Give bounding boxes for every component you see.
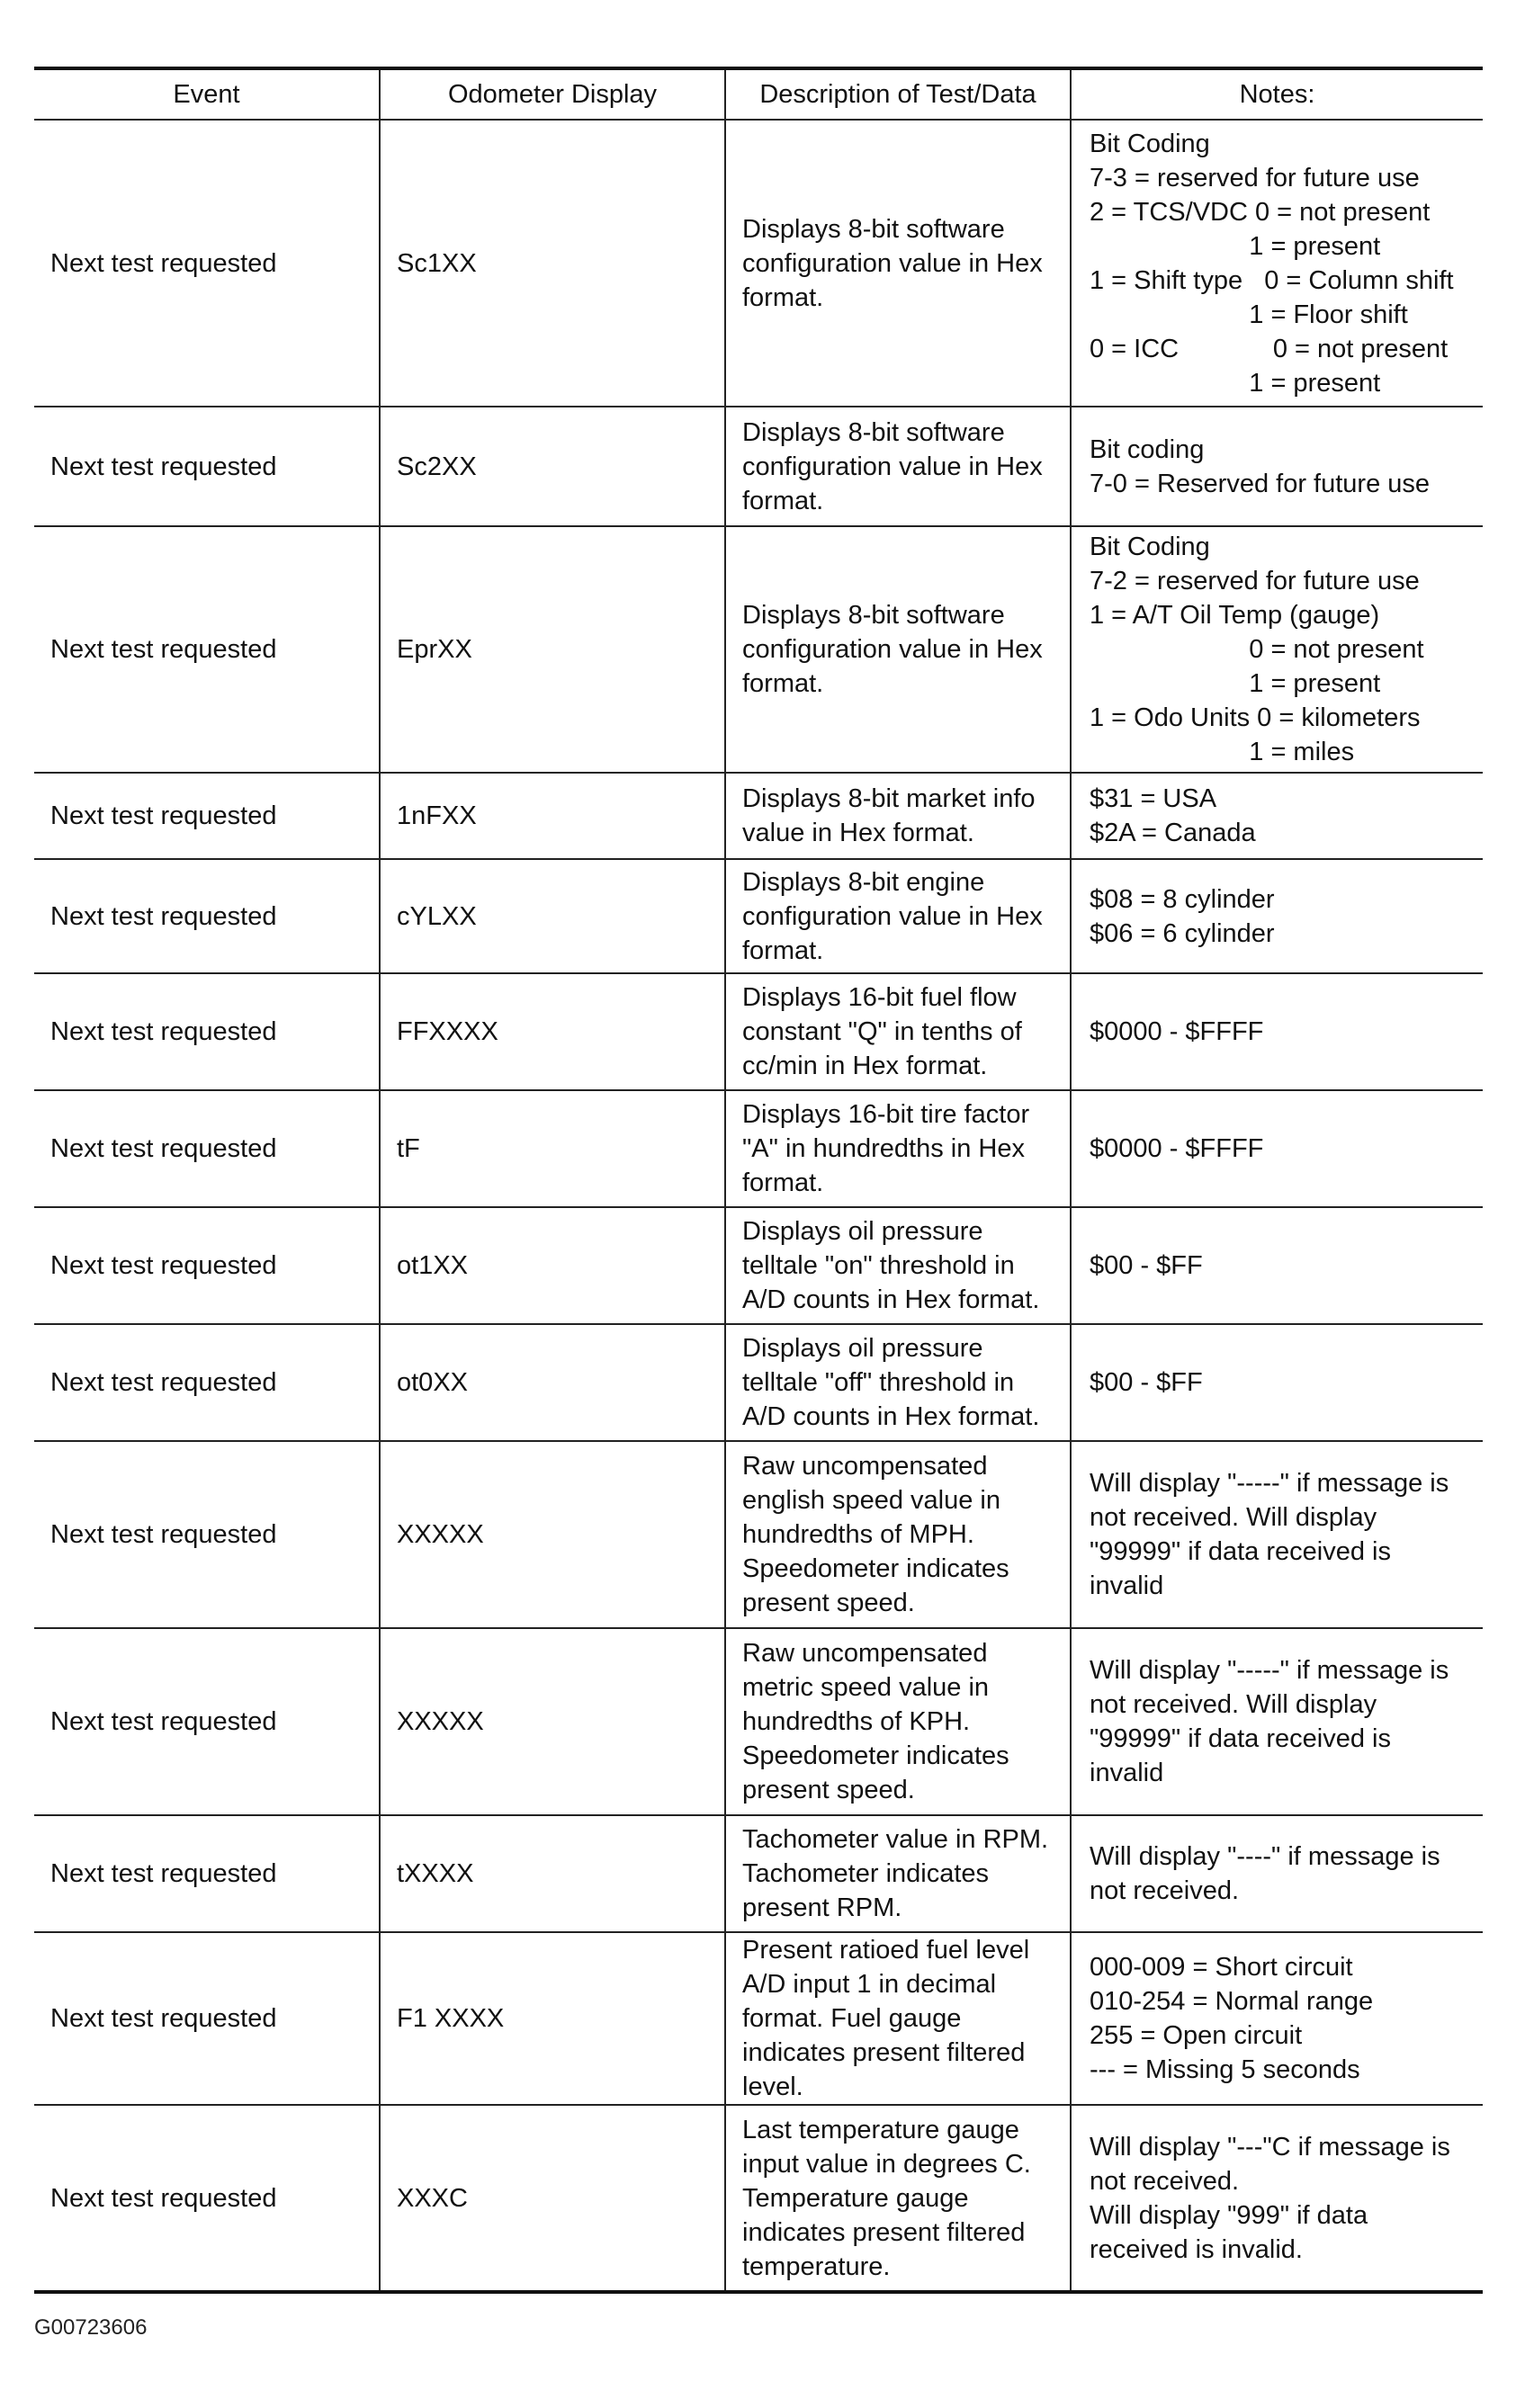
note-line: 1 = present	[1090, 231, 1381, 261]
cell-description: Displays 16-bit fuel flow constant "Q" in tenths of cc/min in Hex format.	[725, 973, 1071, 1090]
cell-description: Displays 8-bit engine configuration value in Hex format.	[725, 859, 1071, 973]
cell-odometer-display: F1 XXXX	[380, 1932, 725, 2105]
cell-odometer-display: XXXXX	[380, 1441, 725, 1628]
cell-notes	[1071, 407, 1483, 526]
header-event: Event	[34, 68, 380, 120]
note-line: $2A = Canada	[1090, 819, 1256, 847]
note-line: 1 = A/T Oil Temp (gauge)	[1090, 601, 1380, 630]
cell-notes	[1071, 1815, 1483, 1932]
cell-notes	[1071, 1090, 1483, 1207]
table-row	[34, 1628, 1483, 1815]
note-line: 1 = Shift type 0 = Column shift	[1090, 265, 1454, 295]
cell-odometer-display: tF	[380, 1090, 725, 1207]
cell-odometer-display: Sc2XX	[380, 407, 725, 526]
note-line: not received.	[1090, 2166, 1240, 2196]
cell-notes	[1071, 1932, 1483, 2105]
cell-odometer-display: cYLXX	[380, 859, 725, 973]
header-odometer-display: Odometer Display	[380, 68, 725, 120]
note-line: $31 = USA	[1090, 784, 1217, 813]
note-line: $00 - $FF	[1090, 1251, 1203, 1280]
cell-event: Next test requested	[34, 859, 380, 973]
table-row	[34, 2105, 1483, 2292]
note-line: 2 = TCS/VDC 0 = not present	[1090, 197, 1431, 227]
table-row	[34, 526, 1483, 773]
cell-description: Tachometer value in RPM. Tachometer indicates present RPM.	[725, 1815, 1071, 1932]
cell-event: Next test requested	[34, 407, 380, 526]
table-row	[34, 120, 1483, 407]
note-line: 1 = Odo Units 0 = kilometers	[1090, 703, 1421, 732]
cell-description: Displays 8-bit software configuration value in Hex format.	[725, 526, 1071, 773]
note-line: invalid	[1090, 1571, 1164, 1600]
cell-odometer-display: ot1XX	[380, 1207, 725, 1324]
table-row	[34, 973, 1483, 1090]
cell-odometer-display: ot0XX	[380, 1324, 725, 1441]
cell-odometer-display: tXXXX	[380, 1815, 725, 1932]
cell-notes	[1071, 120, 1483, 407]
cell-event: Next test requested	[34, 1090, 380, 1207]
cell-event: Next test requested	[34, 1628, 380, 1815]
figure-code: G00723606	[34, 2315, 148, 2340]
cell-odometer-display: EprXX	[380, 526, 725, 773]
cell-description: Displays oil pressure telltale "on" threshold in A/D counts in Hex format.	[725, 1207, 1071, 1324]
cell-event: Next test requested	[34, 1324, 380, 1441]
cell-description: Displays oil pressure telltale "off" threshold in A/D counts in Hex format.	[725, 1324, 1071, 1441]
header-description: Description of Test/Data	[725, 68, 1071, 120]
cell-odometer-display: XXXC	[380, 2105, 725, 2292]
cell-odometer-display: XXXXX	[380, 1628, 725, 1815]
note-line: Bit Coding	[1090, 533, 1210, 561]
note-line: $0000 - $FFFF	[1090, 1134, 1264, 1163]
cell-notes	[1071, 859, 1483, 973]
note-line: 000-009 = Short circuit	[1090, 1953, 1353, 1982]
table-row	[34, 1815, 1483, 1932]
cell-event: Next test requested	[34, 1815, 380, 1932]
note-line: "99999" if data received is	[1090, 1724, 1391, 1753]
note-line: Bit coding	[1090, 434, 1205, 464]
diagnostic-test-table	[34, 67, 1483, 2294]
table-row	[34, 1207, 1483, 1324]
note-line: 7-0 = Reserved for future use	[1090, 469, 1431, 498]
note-line: Will display "999" if data	[1090, 2200, 1368, 2230]
cell-event: Next test requested	[34, 1932, 380, 2105]
cell-event: Next test requested	[34, 973, 380, 1090]
cell-description: Displays 16-bit tire factor "A" in hundredths in Hex format.	[725, 1090, 1071, 1207]
table-row	[34, 859, 1483, 973]
cell-notes	[1071, 526, 1483, 773]
note-line: Will display "-----" if message is	[1090, 1469, 1449, 1498]
note-line: Will display "-----" if message is	[1090, 1656, 1449, 1685]
cell-notes	[1071, 1441, 1483, 1628]
cell-odometer-display: FFXXXX	[380, 973, 725, 1090]
note-line: Will display "---"C if message is	[1090, 2132, 1450, 2162]
note-line: not received.	[1090, 1876, 1240, 1905]
cell-description: Raw uncompensated metric speed value in hundredths of KPH. Speedometer indicates present speed.	[725, 1628, 1071, 1815]
note-line: $0000 - $FFFF	[1090, 1017, 1264, 1046]
table-row	[34, 1441, 1483, 1628]
cell-odometer-display: 1nFXX	[380, 773, 725, 859]
cell-description: Displays 8-bit software configuration value in Hex format.	[725, 407, 1071, 526]
table-row	[34, 1932, 1483, 2105]
cell-description: Displays 8-bit software configuration value in Hex format.	[725, 120, 1071, 407]
note-line: 0 = not present	[1090, 635, 1424, 664]
note-line: 7-2 = reserved for future use	[1090, 567, 1420, 595]
note-line: not received. Will display	[1090, 1690, 1377, 1719]
note-line: 1 = miles	[1090, 738, 1355, 766]
note-line: 010-254 = Normal range	[1090, 1987, 1374, 2016]
cell-notes	[1071, 1324, 1483, 1441]
cell-notes	[1071, 973, 1483, 1090]
cell-description: Raw uncompensated english speed value in hundredths of MPH. Speedometer indicates present speed.	[725, 1441, 1071, 1628]
note-line: 0 = ICC 0 = not present	[1090, 334, 1449, 363]
note-line: 7-3 = reserved for future use	[1090, 163, 1420, 192]
cell-event: Next test requested	[34, 1207, 380, 1324]
note-line: Bit Coding	[1090, 129, 1210, 158]
table-row	[34, 407, 1483, 526]
cell-event: Next test requested	[34, 2105, 380, 2292]
cell-notes	[1071, 1628, 1483, 1815]
cell-description: Present ratioed fuel level A/D input 1 in decimal format. Fuel gauge indicates present filtered level.	[725, 1932, 1071, 2105]
note-line: 1 = present	[1090, 368, 1381, 398]
cell-odometer-display: Sc1XX	[380, 120, 725, 407]
note-line: $06 = 6 cylinder	[1090, 918, 1275, 948]
cell-notes	[1071, 2105, 1483, 2292]
cell-event: Next test requested	[34, 773, 380, 859]
table-row	[34, 1324, 1483, 1441]
note-line: 1 = Floor shift	[1090, 300, 1408, 329]
table-row	[34, 773, 1483, 859]
cell-event: Next test requested	[34, 526, 380, 773]
note-line: --- = Missing 5 seconds	[1090, 2055, 1360, 2084]
note-line: Will display "----" if message is	[1090, 1842, 1440, 1871]
table-body	[34, 120, 1483, 2292]
cell-description: Displays 8-bit market info value in Hex format.	[725, 773, 1071, 859]
header-notes: Notes:	[1071, 68, 1483, 120]
note-line: "99999" if data received is	[1090, 1537, 1391, 1566]
table-row	[34, 1090, 1483, 1207]
cell-event: Next test requested	[34, 1441, 380, 1628]
table-header-row	[34, 68, 1483, 120]
note-line: $08 = 8 cylinder	[1090, 884, 1275, 914]
note-line: $00 - $FF	[1090, 1368, 1203, 1397]
note-line: received is invalid.	[1090, 2234, 1303, 2264]
cell-notes	[1071, 773, 1483, 859]
cell-event: Next test requested	[34, 120, 380, 407]
note-line: invalid	[1090, 1759, 1164, 1787]
note-line: not received. Will display	[1090, 1503, 1377, 1532]
note-line: 1 = present	[1090, 669, 1381, 698]
note-line: 255 = Open circuit	[1090, 2021, 1303, 2050]
cell-notes	[1071, 1207, 1483, 1324]
cell-description: Last temperature gauge input value in degrees C. Temperature gauge indicates present filtered temperature.	[725, 2105, 1071, 2292]
